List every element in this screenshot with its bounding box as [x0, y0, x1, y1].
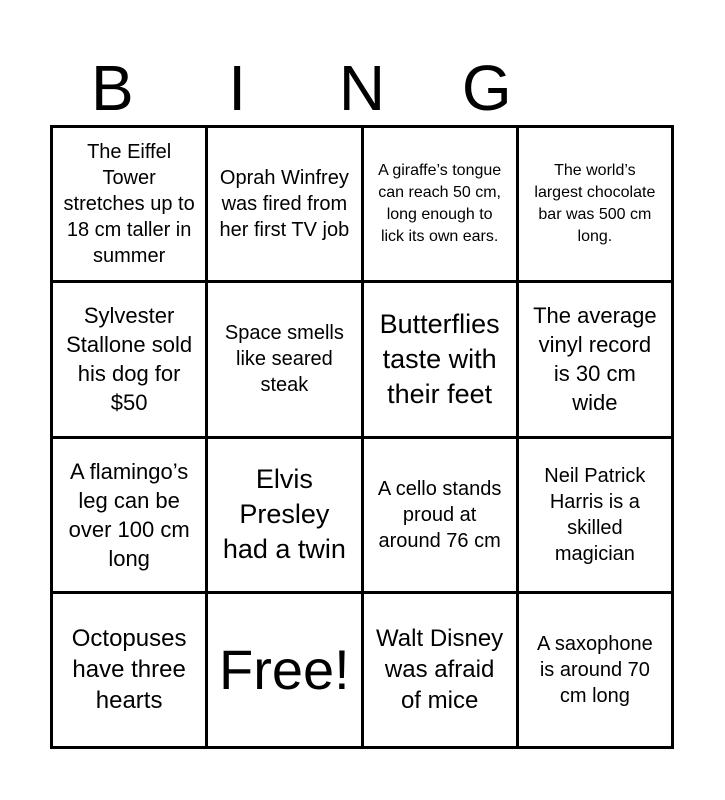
header-letter-i: I [228, 52, 247, 124]
cell-text: A saxophone is around 70 cm long [537, 632, 653, 707]
cell-text: A giraffe’s tongue can reach 50 cm, long enough to lick its own ears. [378, 162, 502, 246]
bingo-cell[interactable] [519, 283, 671, 435]
bingo-cell[interactable] [364, 594, 516, 746]
cell-text: A cello stands proud at around 76 cm [377, 477, 502, 552]
bingo-header [50, 52, 674, 124]
bingo-cell[interactable] [208, 439, 360, 591]
bingo-cell[interactable] [519, 439, 671, 591]
cell-text: A flamingo’s leg can be over 100 cm long [68, 458, 190, 571]
free-space-cell[interactable] [208, 594, 360, 746]
bingo-cell[interactable] [53, 128, 205, 280]
cell-text: The world’s largest chocolate bar was 500 cm long. [534, 162, 656, 246]
header-letter-n: N [338, 52, 386, 124]
bingo-cell[interactable] [519, 594, 671, 746]
header-letter-g: G [461, 52, 512, 124]
cell-text: Elvis Presley had a twin [222, 464, 346, 565]
bingo-cell[interactable] [53, 594, 205, 746]
cell-text: The Eiffel Tower stretches up to 18 cm taller in summer [63, 141, 195, 268]
bingo-cell[interactable] [519, 128, 671, 280]
header-letter-b: B [91, 52, 134, 124]
cell-text: Octopuses have three hearts [71, 625, 187, 715]
bingo-cell[interactable] [364, 283, 516, 435]
bingo-cell[interactable] [208, 283, 360, 435]
cell-text: Sylvester Stallone sold his dog for $50 [66, 303, 193, 416]
cell-text: Butterflies taste with their feet [379, 308, 500, 409]
cell-text: Free! [219, 637, 350, 701]
bingo-cell[interactable] [208, 128, 360, 280]
bingo-cell[interactable] [364, 439, 516, 591]
cell-text: Walt Disney was afraid of mice [376, 625, 504, 715]
bingo-cell[interactable] [53, 439, 205, 591]
cell-text: Oprah Winfrey was fired from her first TV job [219, 167, 350, 242]
bingo-cell[interactable] [53, 283, 205, 435]
cell-text: Space smells like seared steak [224, 322, 344, 397]
bingo-cell[interactable] [364, 128, 516, 280]
bingo-card [50, 125, 674, 749]
cell-text: The average vinyl record is 30 cm wide [533, 303, 657, 416]
cell-text: Neil Patrick Harris is a skilled magician [544, 464, 646, 565]
